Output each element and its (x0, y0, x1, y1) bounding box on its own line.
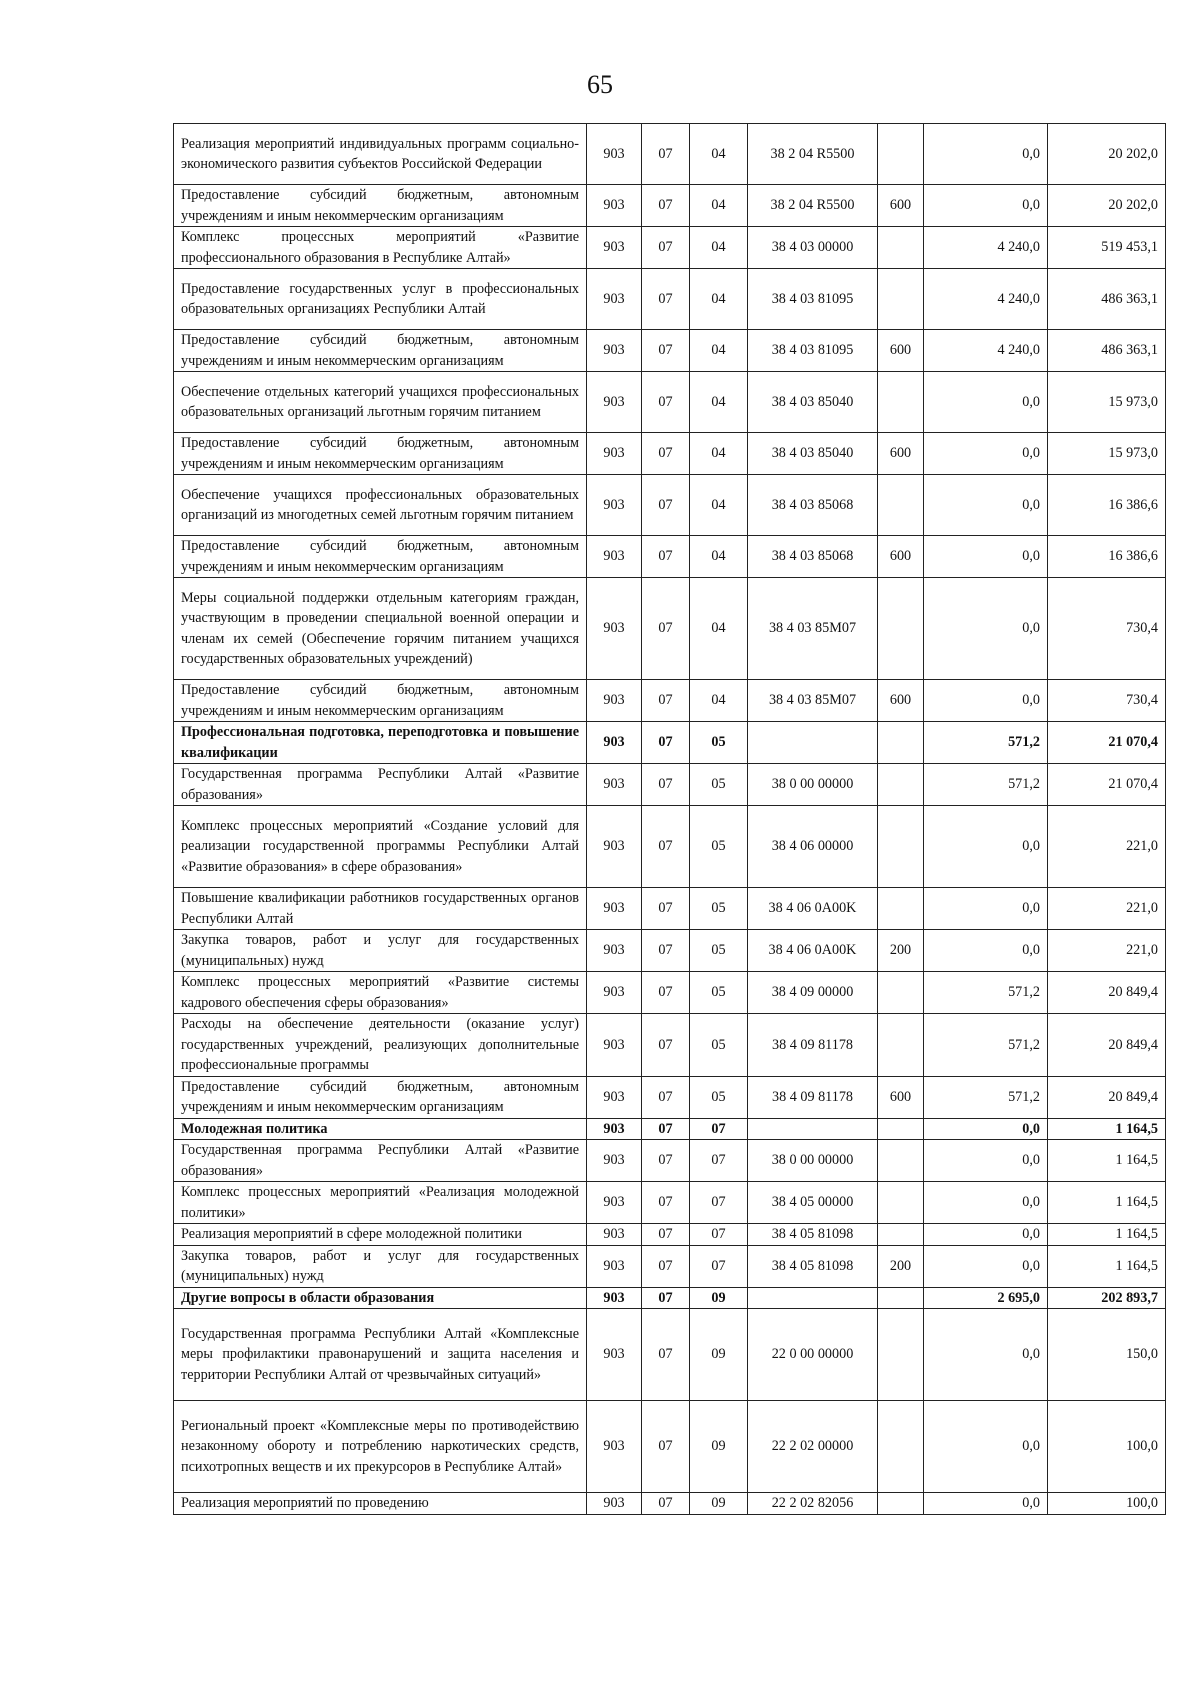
row-subsection-code: 04 (690, 185, 748, 227)
table-row (174, 578, 1166, 680)
row-expense-type-code (878, 764, 924, 806)
table-row (174, 972, 1166, 1014)
row-target-article-code: 38 0 00 00000 (748, 1140, 878, 1182)
row-name: Меры социальной поддержки отдельным категориям граждан, участвующим в проведении специальной военной операции и членам их семей (Обеспечение горячим питанием учащихся государственных образовательных учреждений) (174, 578, 587, 680)
row-target-article-code (748, 722, 878, 764)
row-gr-code: 903 (587, 1245, 642, 1287)
row-target-article-code: 38 2 04 R5500 (748, 185, 878, 227)
row-name: Предоставление субсидий бюджетным, автономным учреждениям и иным некоммерческим организациям (174, 433, 587, 475)
row-gr-code: 903 (587, 1014, 642, 1077)
row-expense-type-code: 600 (878, 330, 924, 372)
row-amount-1: 0,0 (924, 475, 1048, 536)
row-expense-type-code: 600 (878, 680, 924, 722)
row-gr-code: 903 (587, 1182, 642, 1224)
row-subsection-code: 04 (690, 227, 748, 269)
row-amount-1: 0,0 (924, 536, 1048, 578)
row-expense-type-code (878, 972, 924, 1014)
row-section-code: 07 (642, 1076, 690, 1118)
row-amount-2: 100,0 (1048, 1493, 1166, 1515)
row-amount-1: 0,0 (924, 185, 1048, 227)
row-expense-type-code (878, 1014, 924, 1077)
row-section-code: 07 (642, 1245, 690, 1287)
row-section-code: 07 (642, 972, 690, 1014)
table-row (174, 1014, 1166, 1077)
row-subsection-code: 09 (690, 1493, 748, 1515)
table-row (174, 764, 1166, 806)
row-target-article-code: 38 4 03 85M07 (748, 578, 878, 680)
row-target-article-code: 38 4 03 81095 (748, 269, 878, 330)
table-row (174, 1076, 1166, 1118)
row-gr-code: 903 (587, 764, 642, 806)
row-amount-2: 21 070,4 (1048, 722, 1166, 764)
row-gr-code: 903 (587, 124, 642, 185)
table-row (174, 930, 1166, 972)
row-amount-2: 486 363,1 (1048, 269, 1166, 330)
row-subsection-code: 04 (690, 578, 748, 680)
row-target-article-code: 38 0 00 00000 (748, 764, 878, 806)
row-subsection-code: 04 (690, 433, 748, 475)
row-amount-2: 730,4 (1048, 578, 1166, 680)
row-expense-type-code: 200 (878, 1245, 924, 1287)
page-number: 65 (587, 70, 613, 99)
row-amount-2: 20 202,0 (1048, 124, 1166, 185)
row-subsection-code: 05 (690, 1014, 748, 1077)
row-name: Расходы на обеспечение деятельности (оказание услуг) государственных учреждений, реализующих дополнительные профессиональные программы (174, 1014, 587, 1077)
row-amount-1: 0,0 (924, 1140, 1048, 1182)
row-section-code: 07 (642, 806, 690, 888)
row-target-article-code (748, 1118, 878, 1140)
row-gr-code: 903 (587, 1118, 642, 1140)
row-name: Повышение квалификации работников государственных органов Республики Алтай (174, 888, 587, 930)
row-expense-type-code (878, 1118, 924, 1140)
row-section-code: 07 (642, 1014, 690, 1077)
row-target-article-code: 22 2 02 00000 (748, 1401, 878, 1493)
row-expense-type-code (878, 806, 924, 888)
row-subsection-code: 07 (690, 1245, 748, 1287)
row-name: Закупка товаров, работ и услуг для государственных (муниципальных) нужд (174, 1245, 587, 1287)
row-expense-type-code (878, 1224, 924, 1246)
row-name: Предоставление государственных услуг в профессиональных образовательных организациях Республики Алтай (174, 269, 587, 330)
row-amount-2: 221,0 (1048, 806, 1166, 888)
table-row (174, 269, 1166, 330)
row-amount-2: 16 386,6 (1048, 475, 1166, 536)
row-section-code: 07 (642, 330, 690, 372)
row-subsection-code: 09 (690, 1287, 748, 1309)
row-amount-2: 486 363,1 (1048, 330, 1166, 372)
row-gr-code: 903 (587, 269, 642, 330)
row-amount-1: 0,0 (924, 124, 1048, 185)
row-expense-type-code (878, 1182, 924, 1224)
row-amount-2: 1 164,5 (1048, 1182, 1166, 1224)
row-target-article-code: 38 4 05 81098 (748, 1224, 878, 1246)
row-target-article-code: 38 4 03 85068 (748, 475, 878, 536)
row-expense-type-code (878, 578, 924, 680)
row-target-article-code: 38 4 09 81178 (748, 1076, 878, 1118)
row-target-article-code: 38 4 09 81178 (748, 1014, 878, 1077)
table-row (174, 1401, 1166, 1493)
row-section-code: 07 (642, 722, 690, 764)
row-target-article-code: 38 2 04 R5500 (748, 124, 878, 185)
row-section-code: 07 (642, 1493, 690, 1515)
row-expense-type-code: 600 (878, 185, 924, 227)
row-name: Предоставление субсидий бюджетным, автономным учреждениям и иным некоммерческим организациям (174, 1076, 587, 1118)
row-target-article-code: 38 4 05 81098 (748, 1245, 878, 1287)
row-amount-2: 1 164,5 (1048, 1245, 1166, 1287)
row-amount-2: 21 070,4 (1048, 764, 1166, 806)
row-amount-1: 0,0 (924, 888, 1048, 930)
row-expense-type-code (878, 1140, 924, 1182)
row-section-code: 07 (642, 475, 690, 536)
row-gr-code: 903 (587, 806, 642, 888)
row-section-code: 07 (642, 888, 690, 930)
row-name: Реализация мероприятий по проведению (174, 1493, 587, 1515)
row-amount-1: 0,0 (924, 1224, 1048, 1246)
row-gr-code: 903 (587, 227, 642, 269)
row-name: Региональный проект «Комплексные меры по противодействию незаконному обороту и потреблению наркотических средств, психотропных веществ и их прекурсоров в Республике Алтай» (174, 1401, 587, 1493)
row-subsection-code: 09 (690, 1309, 748, 1401)
row-expense-type-code (878, 888, 924, 930)
row-gr-code: 903 (587, 680, 642, 722)
row-name: Реализация мероприятий индивидуальных программ социально-экономического развития субъектов Российской Федерации (174, 124, 587, 185)
row-amount-1: 0,0 (924, 433, 1048, 475)
row-target-article-code: 38 4 03 85068 (748, 536, 878, 578)
row-amount-1: 4 240,0 (924, 330, 1048, 372)
row-expense-type-code (878, 372, 924, 433)
row-subsection-code: 05 (690, 806, 748, 888)
row-amount-2: 16 386,6 (1048, 536, 1166, 578)
row-expense-type-code (878, 722, 924, 764)
row-gr-code: 903 (587, 972, 642, 1014)
row-amount-1: 0,0 (924, 1309, 1048, 1401)
row-amount-2: 15 973,0 (1048, 433, 1166, 475)
row-expense-type-code (878, 475, 924, 536)
row-section-code: 07 (642, 680, 690, 722)
row-expense-type-code (878, 124, 924, 185)
table-row (174, 1224, 1166, 1246)
table-row (174, 536, 1166, 578)
row-target-article-code: 38 4 06 0A00K (748, 930, 878, 972)
row-amount-1: 0,0 (924, 1182, 1048, 1224)
row-gr-code: 903 (587, 578, 642, 680)
row-name: Закупка товаров, работ и услуг для государственных (муниципальных) нужд (174, 930, 587, 972)
row-subsection-code: 04 (690, 475, 748, 536)
row-section-code: 07 (642, 372, 690, 433)
row-name: Комплекс процессных мероприятий «Реализация молодежной политики» (174, 1182, 587, 1224)
row-amount-1: 4 240,0 (924, 269, 1048, 330)
row-gr-code: 903 (587, 1401, 642, 1493)
row-gr-code: 903 (587, 1224, 642, 1246)
row-amount-1: 0,0 (924, 1245, 1048, 1287)
row-expense-type-code: 600 (878, 433, 924, 475)
row-gr-code: 903 (587, 1309, 642, 1401)
row-name: Обеспечение учащихся профессиональных образовательных организаций из многодетных семей льготным горячим питанием (174, 475, 587, 536)
table-row (174, 1493, 1166, 1515)
row-amount-2: 221,0 (1048, 930, 1166, 972)
table-row (174, 372, 1166, 433)
row-subsection-code: 05 (690, 930, 748, 972)
row-name: Молодежная политика (174, 1118, 587, 1140)
row-section-code: 07 (642, 227, 690, 269)
row-amount-1: 571,2 (924, 722, 1048, 764)
row-name: Предоставление субсидий бюджетным, автономным учреждениям и иным некоммерческим организациям (174, 330, 587, 372)
row-subsection-code: 04 (690, 330, 748, 372)
row-gr-code: 903 (587, 722, 642, 764)
row-gr-code: 903 (587, 1140, 642, 1182)
table-row (174, 680, 1166, 722)
row-target-article-code: 38 4 05 00000 (748, 1182, 878, 1224)
row-expense-type-code (878, 227, 924, 269)
row-amount-2: 1 164,5 (1048, 1224, 1166, 1246)
row-gr-code: 903 (587, 330, 642, 372)
row-name: Комплекс процессных мероприятий «Развитие профессионального образования в Республике Алтай» (174, 227, 587, 269)
row-target-article-code: 38 4 09 00000 (748, 972, 878, 1014)
row-amount-1: 0,0 (924, 1493, 1048, 1515)
row-section-code: 07 (642, 1224, 690, 1246)
table-row (174, 1245, 1166, 1287)
row-target-article-code: 38 4 06 00000 (748, 806, 878, 888)
row-amount-1: 571,2 (924, 764, 1048, 806)
row-name: Государственная программа Республики Алтай «Развитие образования» (174, 1140, 587, 1182)
row-expense-type-code (878, 1493, 924, 1515)
row-amount-1: 0,0 (924, 680, 1048, 722)
row-amount-1: 571,2 (924, 1076, 1048, 1118)
row-amount-2: 221,0 (1048, 888, 1166, 930)
row-section-code: 07 (642, 185, 690, 227)
row-subsection-code: 09 (690, 1401, 748, 1493)
row-expense-type-code: 200 (878, 930, 924, 972)
row-subsection-code: 07 (690, 1118, 748, 1140)
row-amount-1: 0,0 (924, 930, 1048, 972)
row-name: Предоставление субсидий бюджетным, автономным учреждениям и иным некоммерческим организациям (174, 185, 587, 227)
row-section-code: 07 (642, 1287, 690, 1309)
row-section-code: 07 (642, 578, 690, 680)
table-row (174, 227, 1166, 269)
row-subsection-code: 04 (690, 269, 748, 330)
row-gr-code: 903 (587, 888, 642, 930)
row-amount-1: 0,0 (924, 1401, 1048, 1493)
row-gr-code: 903 (587, 475, 642, 536)
row-section-code: 07 (642, 536, 690, 578)
table-row (174, 330, 1166, 372)
row-name: Комплекс процессных мероприятий «Создание условий для реализации государственной программы Республики Алтай «Развитие образования» в сфере образования» (174, 806, 587, 888)
table-row (174, 124, 1166, 185)
row-amount-2: 1 164,5 (1048, 1140, 1166, 1182)
row-target-article-code: 22 2 02 82056 (748, 1493, 878, 1515)
row-expense-type-code (878, 269, 924, 330)
row-amount-1: 2 695,0 (924, 1287, 1048, 1309)
row-amount-2: 15 973,0 (1048, 372, 1166, 433)
row-section-code: 07 (642, 269, 690, 330)
row-subsection-code: 07 (690, 1182, 748, 1224)
row-amount-2: 20 849,4 (1048, 1076, 1166, 1118)
row-section-code: 07 (642, 930, 690, 972)
row-subsection-code: 04 (690, 372, 748, 433)
row-name: Государственная программа Республики Алтай «Комплексные меры профилактики правонарушений и защита населения и территории Республики Алтай от чрезвычайных ситуаций» (174, 1309, 587, 1401)
row-section-code: 07 (642, 1140, 690, 1182)
row-subsection-code: 04 (690, 124, 748, 185)
row-section-code: 07 (642, 1118, 690, 1140)
row-expense-type-code: 600 (878, 536, 924, 578)
table-row (174, 433, 1166, 475)
row-section-code: 07 (642, 1309, 690, 1401)
row-expense-type-code (878, 1401, 924, 1493)
row-subsection-code: 05 (690, 972, 748, 1014)
row-gr-code: 903 (587, 930, 642, 972)
table-row (174, 1287, 1166, 1309)
table-row (174, 475, 1166, 536)
row-subsection-code: 05 (690, 1076, 748, 1118)
row-gr-code: 903 (587, 1493, 642, 1515)
row-target-article-code: 38 4 06 0A00K (748, 888, 878, 930)
row-subsection-code: 04 (690, 536, 748, 578)
row-amount-2: 150,0 (1048, 1309, 1166, 1401)
row-gr-code: 903 (587, 433, 642, 475)
row-subsection-code: 04 (690, 680, 748, 722)
table-row (174, 1140, 1166, 1182)
row-amount-2: 202 893,7 (1048, 1287, 1166, 1309)
row-name: Реализация мероприятий в сфере молодежной политики (174, 1224, 587, 1246)
row-name: Предоставление субсидий бюджетным, автономным учреждениям и иным некоммерческим организациям (174, 680, 587, 722)
row-amount-1: 0,0 (924, 578, 1048, 680)
row-name: Государственная программа Республики Алтай «Развитие образования» (174, 764, 587, 806)
row-section-code: 07 (642, 124, 690, 185)
row-gr-code: 903 (587, 185, 642, 227)
row-expense-type-code: 600 (878, 1076, 924, 1118)
row-subsection-code: 07 (690, 1224, 748, 1246)
row-amount-2: 519 453,1 (1048, 227, 1166, 269)
row-subsection-code: 05 (690, 722, 748, 764)
row-name: Обеспечение отдельных категорий учащихся профессиональных образовательных организаций льготным горячим питанием (174, 372, 587, 433)
row-subsection-code: 05 (690, 764, 748, 806)
table-row (174, 888, 1166, 930)
row-section-code: 07 (642, 764, 690, 806)
row-gr-code: 903 (587, 1287, 642, 1309)
row-amount-2: 730,4 (1048, 680, 1166, 722)
table-row (174, 806, 1166, 888)
table-row (174, 1182, 1166, 1224)
row-amount-1: 4 240,0 (924, 227, 1048, 269)
row-gr-code: 903 (587, 1076, 642, 1118)
row-amount-2: 20 202,0 (1048, 185, 1166, 227)
row-section-code: 07 (642, 1182, 690, 1224)
row-target-article-code: 38 4 03 00000 (748, 227, 878, 269)
row-gr-code: 903 (587, 536, 642, 578)
row-amount-1: 0,0 (924, 372, 1048, 433)
row-amount-1: 0,0 (924, 806, 1048, 888)
row-target-article-code: 22 0 00 00000 (748, 1309, 878, 1401)
row-target-article-code: 38 4 03 85M07 (748, 680, 878, 722)
table-row (174, 185, 1166, 227)
row-expense-type-code (878, 1287, 924, 1309)
row-section-code: 07 (642, 433, 690, 475)
row-amount-2: 20 849,4 (1048, 1014, 1166, 1077)
row-amount-1: 571,2 (924, 1014, 1048, 1077)
row-section-code: 07 (642, 1401, 690, 1493)
row-name: Другие вопросы в области образования (174, 1287, 587, 1309)
row-name: Комплекс процессных мероприятий «Развитие системы кадрового обеспечения сферы образования» (174, 972, 587, 1014)
budget-table (173, 123, 1166, 1515)
table-row (174, 1118, 1166, 1140)
row-amount-1: 571,2 (924, 972, 1048, 1014)
table-row (174, 722, 1166, 764)
row-target-article-code (748, 1287, 878, 1309)
row-name: Предоставление субсидий бюджетным, автономным учреждениям и иным некоммерческим организациям (174, 536, 587, 578)
row-subsection-code: 05 (690, 888, 748, 930)
row-amount-2: 1 164,5 (1048, 1118, 1166, 1140)
row-amount-2: 100,0 (1048, 1401, 1166, 1493)
row-target-article-code: 38 4 03 81095 (748, 330, 878, 372)
row-expense-type-code (878, 1309, 924, 1401)
row-name: Профессиональная подготовка, переподготовка и повышение квалификации (174, 722, 587, 764)
row-gr-code: 903 (587, 372, 642, 433)
row-amount-2: 20 849,4 (1048, 972, 1166, 1014)
table-row (174, 1309, 1166, 1401)
row-subsection-code: 07 (690, 1140, 748, 1182)
row-amount-1: 0,0 (924, 1118, 1048, 1140)
row-target-article-code: 38 4 03 85040 (748, 372, 878, 433)
row-target-article-code: 38 4 03 85040 (748, 433, 878, 475)
